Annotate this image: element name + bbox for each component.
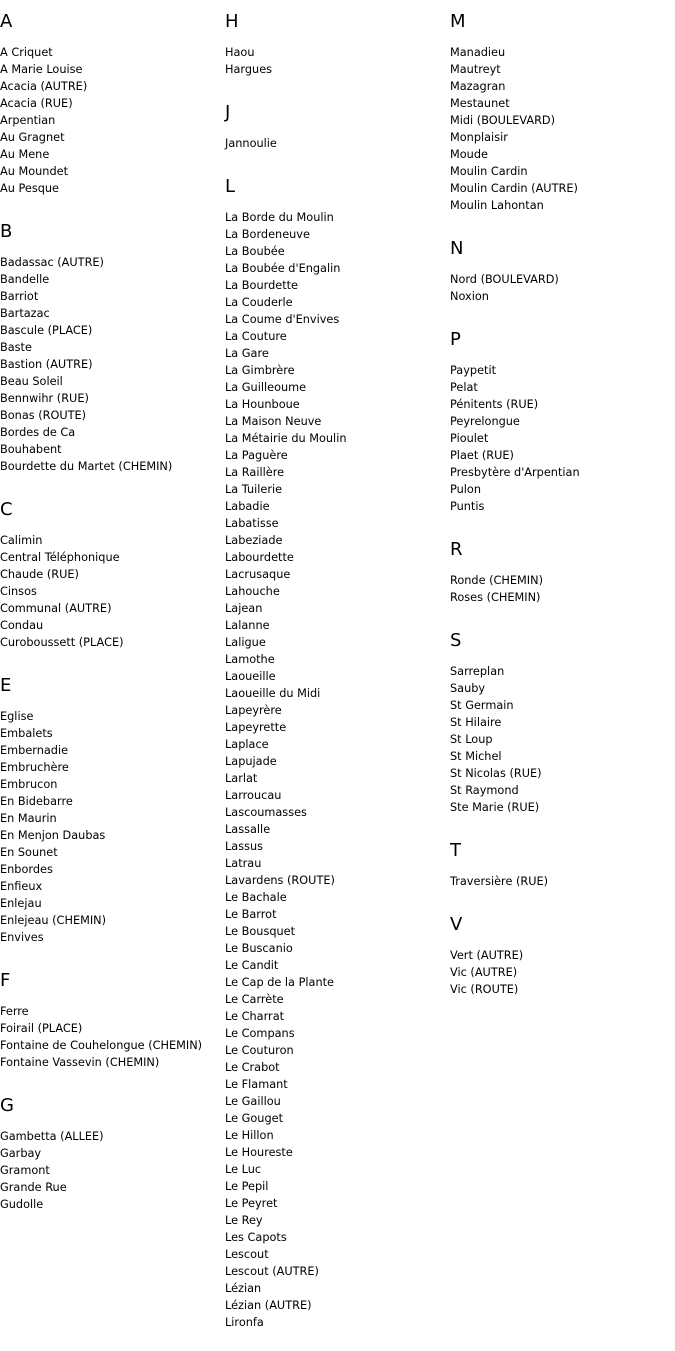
- street-link[interactable]: Baste: [0, 341, 32, 354]
- street-link[interactable]: Latrau: [225, 857, 262, 870]
- street-link[interactable]: Le Candit: [225, 959, 279, 972]
- street-link[interactable]: St Hilaire: [450, 716, 502, 729]
- street-link[interactable]: Le Barrot: [225, 908, 277, 921]
- street-link[interactable]: Cinsos: [0, 585, 37, 598]
- letter-section-a: [0, 7, 225, 197]
- street-link[interactable]: Lézian (AUTRE): [225, 1299, 312, 1312]
- street-link[interactable]: Le Peyret: [225, 1197, 278, 1210]
- street-link[interactable]: Curoboussett (PLACE): [0, 636, 124, 649]
- street-link[interactable]: Labatisse: [225, 517, 279, 530]
- street-link[interactable]: En Bidebarre: [0, 795, 73, 808]
- street-link[interactable]: La Hounboue: [225, 398, 300, 411]
- street-link[interactable]: Enlejeau (CHEMIN): [0, 914, 107, 927]
- street-link[interactable]: Bastion (AUTRE): [0, 358, 93, 371]
- street-link[interactable]: Jannoulie: [225, 137, 277, 150]
- street-link[interactable]: Embernadie: [0, 744, 69, 757]
- letter-section-g: [0, 1091, 225, 1213]
- street-link[interactable]: Bascule (PLACE): [0, 324, 93, 337]
- street-link[interactable]: Lascoumasses: [225, 806, 307, 819]
- letter-section-s: [450, 626, 675, 816]
- street-link[interactable]: Midi (BOULEVARD): [450, 114, 556, 127]
- street-link[interactable]: Pioulet: [450, 432, 489, 445]
- street-link[interactable]: Garbay: [0, 1147, 42, 1160]
- street-link[interactable]: Noxion: [450, 290, 489, 303]
- letter-section-m: [450, 7, 675, 214]
- street-link[interactable]: Badassac (AUTRE): [0, 256, 104, 269]
- street-link[interactable]: Ste Marie (RUE): [450, 801, 540, 814]
- street-link[interactable]: En Menjon Daubas: [0, 829, 106, 842]
- street-link[interactable]: Pénitents (RUE): [450, 398, 539, 411]
- street-link[interactable]: Le Buscanio: [225, 942, 293, 955]
- street-link[interactable]: Lassalle: [225, 823, 271, 836]
- letter-section-b: [0, 217, 225, 475]
- letter-section-l: [225, 172, 450, 1331]
- street-link[interactable]: St Germain: [450, 699, 514, 712]
- street-link[interactable]: Lassus: [225, 840, 264, 853]
- street-link[interactable]: Au Mene: [0, 148, 50, 161]
- letter-section-t: [450, 836, 675, 890]
- street-link[interactable]: Le Cap de la Plante: [225, 976, 334, 989]
- street-link[interactable]: Acacia (AUTRE): [0, 80, 88, 93]
- street-link[interactable]: Lapeyrère: [225, 704, 282, 717]
- street-link[interactable]: Ronde (CHEMIN): [450, 574, 543, 587]
- street-link[interactable]: Mazagran: [450, 80, 506, 93]
- street-link[interactable]: La Boubée: [225, 245, 285, 258]
- street-link[interactable]: Lavardens (ROUTE): [225, 874, 335, 887]
- street-link[interactable]: Bandelle: [0, 273, 50, 286]
- street-link[interactable]: Le Couturon: [225, 1044, 294, 1057]
- street-link[interactable]: Bouhabent: [0, 443, 62, 456]
- street-link[interactable]: Manadieu: [450, 46, 506, 59]
- section-heading: N: [450, 238, 464, 259]
- street-link[interactable]: Lacrusaque: [225, 568, 291, 581]
- street-link[interactable]: Mautreyt: [450, 63, 501, 76]
- street-link[interactable]: La Bourdette: [225, 279, 299, 292]
- street-link[interactable]: Chaude (RUE): [0, 568, 79, 581]
- street-link[interactable]: En Sounet: [0, 846, 58, 859]
- street-link[interactable]: Bartazac: [0, 307, 50, 320]
- street-link[interactable]: Lescout (AUTRE): [225, 1265, 319, 1278]
- street-link[interactable]: Central Téléphonique: [0, 551, 120, 564]
- street-link[interactable]: Hargues: [225, 63, 273, 76]
- street-link[interactable]: Embruchère: [0, 761, 69, 774]
- street-link[interactable]: La Coume d'Envives: [225, 313, 340, 326]
- street-link[interactable]: Le Gouget: [225, 1112, 284, 1125]
- street-link[interactable]: Les Capots: [225, 1231, 287, 1244]
- street-link[interactable]: Fontaine de Couhelongue (CHEMIN): [0, 1039, 203, 1052]
- street-link[interactable]: Vic (AUTRE): [450, 966, 518, 979]
- street-link[interactable]: Acacia (RUE): [0, 97, 73, 110]
- street-link[interactable]: Au Moundet: [0, 165, 69, 178]
- section-heading: E: [0, 675, 12, 696]
- section-heading: M: [450, 11, 466, 32]
- street-link[interactable]: Calimin: [0, 534, 43, 547]
- street-link[interactable]: La Raillère: [225, 466, 285, 479]
- street-link[interactable]: St Raymond: [450, 784, 519, 797]
- street-link[interactable]: Lalanne: [225, 619, 270, 632]
- street-link[interactable]: Le Charrat: [225, 1010, 285, 1023]
- street-link[interactable]: Traversière (RUE): [450, 875, 549, 888]
- street-link[interactable]: Pulon: [450, 483, 481, 496]
- street-link[interactable]: Le Pepil: [225, 1180, 269, 1193]
- street-link[interactable]: Lapeyrette: [225, 721, 287, 734]
- street-link[interactable]: La Couderle: [225, 296, 293, 309]
- street-link[interactable]: Mestaunet: [450, 97, 510, 110]
- street-link[interactable]: Moude: [450, 148, 488, 161]
- street-link[interactable]: Laplace: [225, 738, 269, 751]
- letter-section-c: [0, 495, 225, 651]
- street-link[interactable]: Barriot: [0, 290, 39, 303]
- street-link[interactable]: St Loup: [450, 733, 493, 746]
- street-link[interactable]: La Gare: [225, 347, 269, 360]
- street-link[interactable]: En Maurin: [0, 812, 57, 825]
- street-link[interactable]: Sauby: [450, 682, 486, 695]
- street-link[interactable]: La Tuilerie: [225, 483, 283, 496]
- street-link[interactable]: Le Compans: [225, 1027, 295, 1040]
- street-link[interactable]: Le Rey: [225, 1214, 263, 1227]
- street-link[interactable]: Lapujade: [225, 755, 277, 768]
- street-link[interactable]: Enfieux: [0, 880, 43, 893]
- street-link[interactable]: Monplaisir: [450, 131, 508, 144]
- street-link[interactable]: Labeziade: [225, 534, 283, 547]
- street-link[interactable]: Nord (BOULEVARD): [450, 273, 559, 286]
- letter-section-f: [0, 966, 225, 1071]
- street-link[interactable]: St Michel: [450, 750, 502, 763]
- street-link[interactable]: Presbytère d'Arpentian: [450, 466, 580, 479]
- street-link[interactable]: Le Luc: [225, 1163, 262, 1176]
- letter-section-r: [450, 535, 675, 606]
- street-link[interactable]: Eglise: [0, 710, 34, 723]
- street-link[interactable]: Roses (CHEMIN): [450, 591, 541, 604]
- street-link[interactable]: Laligue: [225, 636, 266, 649]
- section-heading: R: [450, 539, 463, 560]
- street-link[interactable]: Bonas (ROUTE): [0, 409, 87, 422]
- street-link[interactable]: Lajean: [225, 602, 263, 615]
- street-link[interactable]: Au Pesque: [0, 182, 60, 195]
- street-link[interactable]: Communal (AUTRE): [0, 602, 112, 615]
- street-link[interactable]: Gramont: [0, 1164, 50, 1177]
- street-link[interactable]: Vic (ROUTE): [450, 983, 519, 996]
- street-link[interactable]: La Maison Neuve: [225, 415, 322, 428]
- street-link[interactable]: La Gimbrère: [225, 364, 295, 377]
- street-link[interactable]: Grande Rue: [0, 1181, 67, 1194]
- index-column: [225, 7, 450, 1351]
- section-heading: P: [450, 329, 461, 350]
- index-column: [0, 7, 225, 1351]
- street-link[interactable]: La Borde du Moulin: [225, 211, 334, 224]
- section-heading: C: [0, 499, 13, 520]
- street-link[interactable]: Labourdette: [225, 551, 294, 564]
- section-heading: F: [0, 970, 11, 991]
- street-link[interactable]: Le Gaillou: [225, 1095, 281, 1108]
- street-link[interactable]: Le Flamant: [225, 1078, 288, 1091]
- street-link[interactable]: Bourdette du Martet (CHEMIN): [0, 460, 173, 473]
- letter-section-h: [225, 7, 450, 78]
- street-link[interactable]: Plaet (RUE): [450, 449, 514, 462]
- letter-section-e: [0, 671, 225, 946]
- street-link[interactable]: Gambetta (ALLEE): [0, 1130, 104, 1143]
- street-link[interactable]: Lahouche: [225, 585, 280, 598]
- street-link[interactable]: A Criquet: [0, 46, 53, 59]
- street-link[interactable]: Lézian: [225, 1282, 262, 1295]
- street-link[interactable]: Peyrelongue: [450, 415, 520, 428]
- street-link[interactable]: La Métairie du Moulin: [225, 432, 347, 445]
- street-link[interactable]: Larlat: [225, 772, 258, 785]
- section-heading: J: [225, 102, 231, 123]
- street-link[interactable]: Arpentian: [0, 114, 56, 127]
- street-link[interactable]: La Couture: [225, 330, 287, 343]
- street-link[interactable]: Condau: [0, 619, 44, 632]
- street-link[interactable]: La Guilleoume: [225, 381, 307, 394]
- street-link[interactable]: Lironfa: [225, 1316, 264, 1329]
- section-heading: A: [0, 11, 13, 32]
- section-heading: V: [450, 914, 463, 935]
- letter-section-j: [225, 98, 450, 152]
- street-link[interactable]: Bordes de Ca: [0, 426, 76, 439]
- street-link[interactable]: Le Crabot: [225, 1061, 280, 1074]
- street-link[interactable]: Embalets: [0, 727, 53, 740]
- street-link[interactable]: Pelat: [450, 381, 478, 394]
- street-link[interactable]: Le Carrète: [225, 993, 284, 1006]
- street-link[interactable]: Au Gragnet: [0, 131, 65, 144]
- street-link[interactable]: Laoueille du Midi: [225, 687, 321, 700]
- street-link[interactable]: Gudolle: [0, 1198, 44, 1211]
- street-link[interactable]: Le Hillon: [225, 1129, 274, 1142]
- street-link[interactable]: La Boubée d'Engalin: [225, 262, 341, 275]
- street-link[interactable]: Haou: [225, 46, 255, 59]
- section-heading: T: [450, 840, 461, 861]
- street-link[interactable]: Ferre: [0, 1005, 29, 1018]
- street-link[interactable]: Lamothe: [225, 653, 275, 666]
- street-link[interactable]: Moulin Cardin (AUTRE): [450, 182, 578, 195]
- street-link[interactable]: Lescout: [225, 1248, 269, 1261]
- street-link[interactable]: Fontaine Vassevin (CHEMIN): [0, 1056, 160, 1069]
- letter-section-p: [450, 325, 675, 515]
- section-heading: G: [0, 1095, 14, 1116]
- street-link[interactable]: La Paguère: [225, 449, 288, 462]
- street-link[interactable]: Le Bachale: [225, 891, 287, 904]
- street-link[interactable]: Sarreplan: [450, 665, 505, 678]
- street-link[interactable]: Foirail (PLACE): [0, 1022, 83, 1035]
- section-heading: L: [225, 176, 236, 197]
- street-link[interactable]: Vert (AUTRE): [450, 949, 524, 962]
- street-link[interactable]: Larroucau: [225, 789, 282, 802]
- street-link[interactable]: Enbordes: [0, 863, 53, 876]
- street-link[interactable]: Bennwihr (RUE): [0, 392, 89, 405]
- street-link[interactable]: St Nicolas (RUE): [450, 767, 542, 780]
- street-link[interactable]: Puntis: [450, 500, 485, 513]
- street-link[interactable]: Envives: [0, 931, 44, 944]
- street-link[interactable]: Laoueille: [225, 670, 276, 683]
- letter-section-v: [450, 910, 675, 998]
- street-link[interactable]: A Marie Louise: [0, 63, 83, 76]
- street-link[interactable]: Enlejau: [0, 897, 42, 910]
- street-link[interactable]: Paypetit: [450, 364, 497, 377]
- street-link[interactable]: La Bordeneuve: [225, 228, 310, 241]
- street-link[interactable]: Labadie: [225, 500, 270, 513]
- street-link[interactable]: Embrucon: [0, 778, 58, 791]
- street-link[interactable]: Le Bousquet: [225, 925, 296, 938]
- section-heading: H: [225, 11, 239, 32]
- street-link[interactable]: Le Houreste: [225, 1146, 293, 1159]
- street-link[interactable]: Moulin Lahontan: [450, 199, 544, 212]
- section-heading: B: [0, 221, 13, 242]
- letter-section-n: [450, 234, 675, 305]
- index-column: [450, 7, 675, 1351]
- street-link[interactable]: Beau Soleil: [0, 375, 63, 388]
- section-heading: S: [450, 630, 462, 651]
- street-link[interactable]: Moulin Cardin: [450, 165, 528, 178]
